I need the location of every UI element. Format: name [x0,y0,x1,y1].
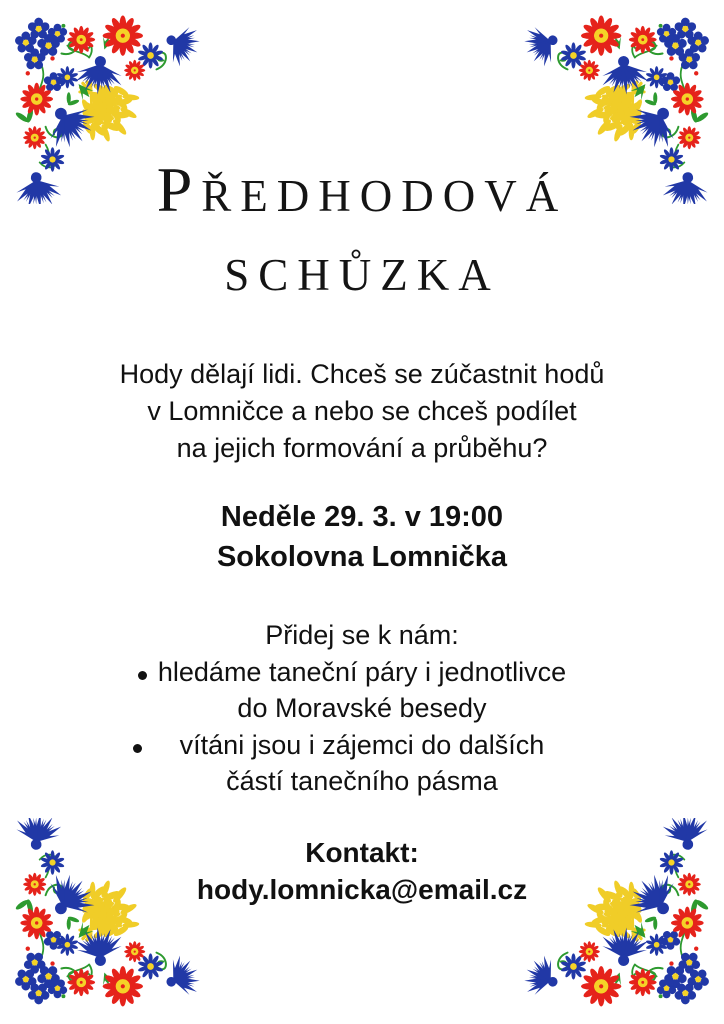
intro-line: v Lomničce a nebo se chceš podílet [147,396,577,426]
contact-heading: Kontakt: [305,837,419,868]
contact-email: hody.lomnicka@email.cz [196,874,528,905]
intro-line: Hody dělají lidi. Chceš se zúčastnit hodů [119,359,605,389]
bullet-1-line-2: do Moravské besedy [237,693,487,723]
poster-title [0,150,724,308]
bullet-1-line-1: hledáme taneční páry i jednotlivce [157,656,567,687]
bullet-2-line-2: částí tanečního pásma [226,766,498,796]
join-section [0,617,724,800]
title-line-1: Předhodová [156,154,568,225]
event-details [0,497,724,577]
bullet-2-line-1: vítáni jsou i zájemci do dalších [179,729,545,760]
event-datetime: Neděle 29. 3. v 19:00 [220,501,504,533]
contact-section [0,834,724,908]
event-venue: Sokolovna Lomnička [216,541,508,573]
bullet-dot [138,671,147,680]
title-line-2: schůzka [224,233,500,304]
intro-line: na jejich formování a průběhu? [176,433,548,463]
intro-text [0,356,724,467]
bullet-dot [133,744,142,753]
join-heading: Přidej se k nám: [265,620,459,650]
